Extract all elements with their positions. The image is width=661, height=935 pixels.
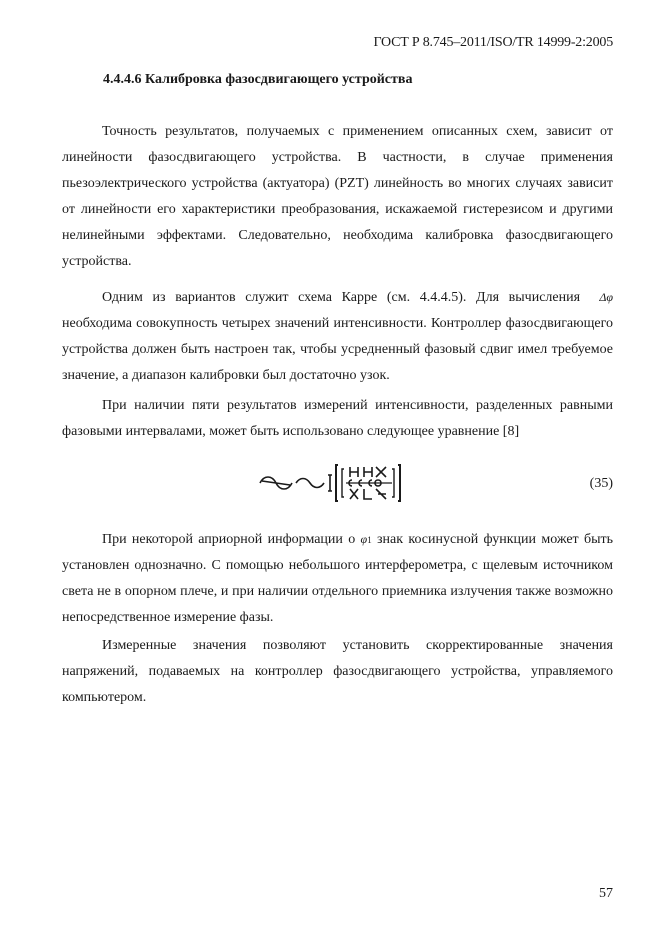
phi-one-symbol <box>361 532 372 546</box>
page-number: 57 <box>599 886 613 901</box>
delta-phi-symbol: Δφ <box>599 290 614 304</box>
section-title: 4.4.4.6 Калибровка фазосдвигающего устройства <box>103 72 413 87</box>
paragraph-carre-text-end: необходима совокупность четырех значений интенсивности. Контроллер фазосдвигающего устройства должен быть настроен так, чтобы усредненный фазовый сдвиг имел требуемое значение, а диапазон калибровки был достаточно узок. <box>62 316 613 383</box>
paragraph-corrected-voltages: Измеренные значения позволяют установить скорректированные значения напряжений, подаваемых на контроллер фазосдвигающего устройства, управляемого компьютером. <box>62 638 613 705</box>
paragraph-cosine-text-start: При некоторой априорной информации о <box>102 532 356 547</box>
paragraph-five-measurements: При наличии пяти результатов измерений интенсивности, разделенных равными фазовыми интервалами, может быть использовано следующее уравнение [8] <box>62 398 613 439</box>
paragraph-carre-scheme <box>62 284 613 389</box>
document-header: ГОСТ Р 8.745–2011/ISO/TR 14999-2:2005 <box>373 35 613 50</box>
phi-subscript: 1 <box>367 535 372 545</box>
equation-35-image <box>258 461 408 505</box>
equation-number: (35) <box>589 476 613 491</box>
paragraph-linearity: Точность результатов, получаемых с применением описанных схем, зависит от линейности фазосдвигающего устройства. В частности, в случае применения пьезоэлектрического устройства (актуатора) (PZT) линейность во многих случаях зависит от линейности его характеристики преобразования, искажаемой гистерезисом и другими нелинейными эффектами. Следовательно, необходима калибровка фазосдвигающего устройства. <box>62 124 613 269</box>
paragraph-cosine-sign <box>62 526 613 631</box>
paragraph-cosine-text-end: знак косинусной функции может быть установлен однозначно. С помощью небольшого интерферометра, с щелевым источником света не в опорном плече, и при наличии отдельного приемника излучения также возможно непосредственное измерение фазы. <box>62 532 614 625</box>
paragraph-carre-text-start: Одним из вариантов служит схема Карре (см. 4.4.4.5). Для вычисления <box>102 290 581 305</box>
phi-symbol: φ <box>360 532 368 546</box>
